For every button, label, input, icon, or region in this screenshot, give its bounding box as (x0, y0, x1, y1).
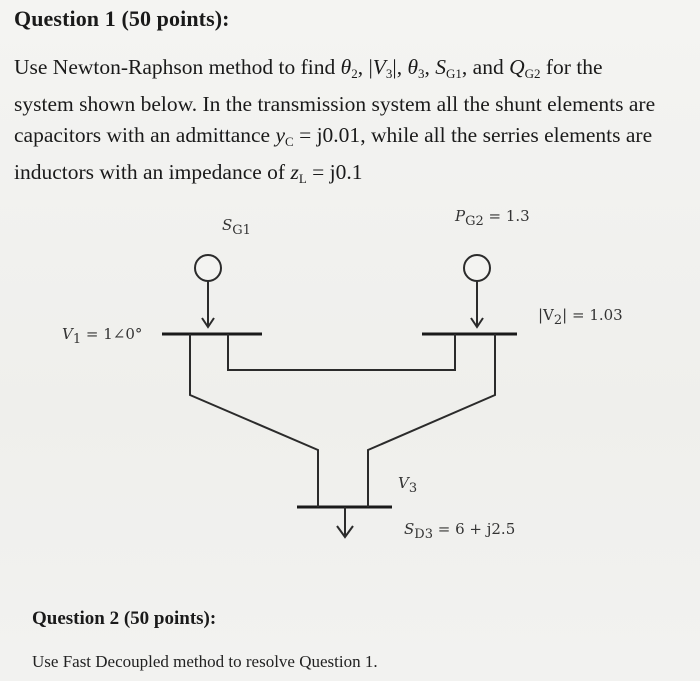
v2-label: $|V_2| = 1.03$ (538, 306, 623, 328)
question-2-title: Question 2 (50 points): (32, 608, 217, 629)
sg1-label: $S_{G1}$ (222, 216, 251, 238)
pg2-label: $P_{G2} = 1.3$ (455, 207, 530, 229)
line-1-3 (190, 334, 318, 507)
question-1-line-4: inductors with an impedance of $z_L = j0.1$ (14, 160, 363, 186)
question-1-title: Question 1 (50 points): (14, 6, 230, 31)
question-1-line-3: capacitors with an admittance $y_C = j0.01$, while all the serries elements are (14, 123, 653, 149)
question-2-body: Use Fast Decoupled method to resolve Question 1. (32, 652, 378, 671)
generator-1-symbol (195, 255, 221, 281)
question-1-body (14, 52, 694, 194)
question-1-line-1: Use Newton-Raphson method to find $\theta_2$, $|V_3|$, $\theta_3$, $S_{G1}$, and $Q_{G2}$ for the (14, 55, 603, 81)
line-2-3 (368, 334, 495, 507)
power-system-diagram (0, 195, 700, 555)
line-1-2 (228, 334, 455, 370)
generator-2-symbol (464, 255, 490, 281)
question-1-line-2: system shown below. In the transmission system all the shunt elements are (14, 92, 656, 116)
sd3-label: $S_{D3} = 6 + j2.5$ (404, 520, 516, 542)
v3-label: $V_3$ (398, 474, 418, 496)
v1-label: $V_1$ = 1∠0° (62, 325, 143, 347)
